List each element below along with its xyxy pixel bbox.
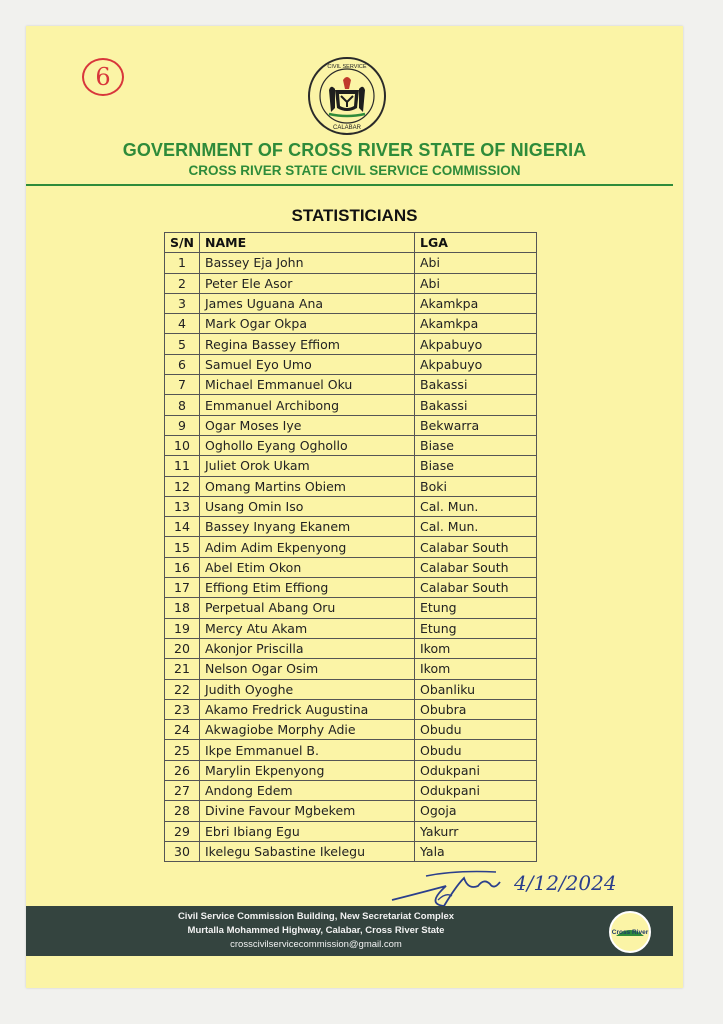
table-row — [165, 659, 537, 679]
cell-sn: 26 — [165, 760, 200, 780]
cell-lga: Akamkpa — [415, 293, 537, 313]
cell-name: Abel Etim Okon — [200, 557, 415, 577]
signature-date: 4/12/2024 — [514, 871, 617, 895]
cell-sn: 27 — [165, 781, 200, 801]
cell-sn: 22 — [165, 679, 200, 699]
footer-address-line-1: Civil Service Commission Building, New Secretariat Complex — [177, 911, 455, 922]
header-divider — [26, 184, 673, 186]
cell-name: Regina Bassey Effiom — [200, 334, 415, 354]
cell-lga: Obubra — [415, 699, 537, 719]
table-row — [165, 456, 537, 476]
cell-name: Judith Oyoghe — [200, 679, 415, 699]
table-row — [165, 537, 537, 557]
table-row — [165, 578, 537, 598]
footer-band — [26, 906, 673, 956]
cell-name: Bassey Inyang Ekanem — [200, 517, 415, 537]
cell-name: Marylin Ekpenyong — [200, 760, 415, 780]
table-row — [165, 557, 537, 577]
cell-sn: 17 — [165, 578, 200, 598]
cell-lga: Biase — [415, 456, 537, 476]
cell-sn: 25 — [165, 740, 200, 760]
table-row — [165, 720, 537, 740]
cell-lga: Etung — [415, 598, 537, 618]
cell-lga: Ikom — [415, 638, 537, 658]
cell-name: Akamo Fredrick Augustina — [200, 699, 415, 719]
table-row — [165, 314, 537, 334]
cell-sn: 20 — [165, 638, 200, 658]
cell-sn: 29 — [165, 821, 200, 841]
cell-name: Adim Adim Ekpenyong — [200, 537, 415, 557]
cross-river-logo — [608, 910, 652, 954]
table-row — [165, 435, 537, 455]
cell-lga: Calabar South — [415, 578, 537, 598]
cell-sn: 10 — [165, 435, 200, 455]
cell-lga: Akpabuyo — [415, 334, 537, 354]
signature-with-date — [386, 856, 646, 912]
cell-sn: 12 — [165, 476, 200, 496]
cell-lga: Obudu — [415, 720, 537, 740]
cell-lga: Abi — [415, 273, 537, 293]
cell-sn: 4 — [165, 314, 200, 334]
cell-sn: 23 — [165, 699, 200, 719]
table-row — [165, 273, 537, 293]
svg-text:CIVIL SERVICE: CIVIL SERVICE — [327, 64, 367, 70]
table-row — [165, 253, 537, 273]
table-body — [165, 253, 537, 862]
statisticians-table — [164, 232, 537, 862]
cell-name: Ebri Ibiang Egu — [200, 821, 415, 841]
cell-sn: 24 — [165, 720, 200, 740]
cell-sn: 15 — [165, 537, 200, 557]
column-header-sn: S/N — [165, 233, 200, 253]
table-row — [165, 618, 537, 638]
cell-name: Ikelegu Sabastine Ikelegu — [200, 841, 415, 861]
cell-sn: 18 — [165, 598, 200, 618]
cell-lga: Bekwarra — [415, 415, 537, 435]
cell-sn: 2 — [165, 273, 200, 293]
table-row — [165, 293, 537, 313]
cell-name: Emmanuel Archibong — [200, 395, 415, 415]
cell-name: Divine Favour Mgbekem — [200, 801, 415, 821]
cell-name: Mark Ogar Okpa — [200, 314, 415, 334]
cell-name: Oghollo Eyang Oghollo — [200, 435, 415, 455]
cell-lga: Obudu — [415, 740, 537, 760]
table-row — [165, 395, 537, 415]
cell-lga: Obanliku — [415, 679, 537, 699]
cell-lga: Akpabuyo — [415, 354, 537, 374]
cell-name: Nelson Ogar Osim — [200, 659, 415, 679]
cell-sn: 30 — [165, 841, 200, 861]
column-header-name: NAME — [200, 233, 415, 253]
cell-name: Akonjor Priscilla — [200, 638, 415, 658]
cell-sn: 19 — [165, 618, 200, 638]
handwritten-page-number: 6 — [82, 58, 124, 96]
table-header-row — [165, 233, 537, 253]
svg-text:CALABAR: CALABAR — [332, 125, 362, 131]
cell-name: Mercy Atu Akam — [200, 618, 415, 638]
cell-name: Ikpe Emmanuel B. — [200, 740, 415, 760]
cell-sn: 14 — [165, 517, 200, 537]
cell-lga: Akamkpa — [415, 314, 537, 334]
table-row — [165, 415, 537, 435]
footer-email: crosscivilservicecommission@gmail.com — [230, 939, 402, 950]
table-row — [165, 354, 537, 374]
cell-lga: Ikom — [415, 659, 537, 679]
cell-sn: 6 — [165, 354, 200, 374]
table-row — [165, 801, 537, 821]
cell-lga: Odukpani — [415, 760, 537, 780]
cell-name: Michael Emmanuel Oku — [200, 375, 415, 395]
cell-lga: Ogoja — [415, 801, 537, 821]
table-row — [165, 679, 537, 699]
cell-lga: Yakurr — [415, 821, 537, 841]
cell-name: Samuel Eyo Umo — [200, 354, 415, 374]
cell-sn: 7 — [165, 375, 200, 395]
cell-lga: Boki — [415, 476, 537, 496]
cell-lga: Calabar South — [415, 537, 537, 557]
cell-lga: Etung — [415, 618, 537, 638]
cell-sn: 5 — [165, 334, 200, 354]
cell-name: Ogar Moses Iye — [200, 415, 415, 435]
footer-address-line-2: Murtalla Mohammed Highway, Calabar, Cross River State — [187, 925, 445, 936]
cell-name: Omang Martins Obiem — [200, 476, 415, 496]
cell-lga: Calabar South — [415, 557, 537, 577]
cell-name: Juliet Orok Ukam — [200, 456, 415, 476]
document-page — [26, 26, 683, 988]
table-row — [165, 821, 537, 841]
cell-name: Effiong Etim Effiong — [200, 578, 415, 598]
cell-name: Bassey Eja John — [200, 253, 415, 273]
table-row — [165, 598, 537, 618]
government-heading: GOVERNMENT OF CROSS RIVER STATE OF NIGERIA — [122, 140, 587, 160]
cell-sn: 9 — [165, 415, 200, 435]
svg-text:Cross River: Cross River — [611, 929, 649, 936]
cell-sn: 13 — [165, 496, 200, 516]
table-row — [165, 760, 537, 780]
table-row — [165, 699, 537, 719]
table-row — [165, 334, 537, 354]
table-row — [165, 375, 537, 395]
table-row — [165, 496, 537, 516]
cell-lga: Bakassi — [415, 375, 537, 395]
cell-lga: Cal. Mun. — [415, 517, 537, 537]
cell-name: Peter Ele Asor — [200, 273, 415, 293]
table-row — [165, 476, 537, 496]
table-row — [165, 740, 537, 760]
cell-name: Andong Edem — [200, 781, 415, 801]
cell-lga: Bakassi — [415, 395, 537, 415]
list-title: STATISTICIANS — [291, 206, 418, 225]
table-row — [165, 638, 537, 658]
cell-sn: 11 — [165, 456, 200, 476]
cell-lga: Cal. Mun. — [415, 496, 537, 516]
cell-name: Usang Omin Iso — [200, 496, 415, 516]
table-row — [165, 517, 537, 537]
cell-sn: 8 — [165, 395, 200, 415]
column-header-lga: LGA — [415, 233, 537, 253]
cell-sn: 28 — [165, 801, 200, 821]
cell-lga: Biase — [415, 435, 537, 455]
cell-lga: Odukpani — [415, 781, 537, 801]
table-row — [165, 781, 537, 801]
cell-lga: Abi — [415, 253, 537, 273]
coat-of-arms-seal — [307, 56, 387, 136]
cell-sn: 3 — [165, 293, 200, 313]
cell-name: Perpetual Abang Oru — [200, 598, 415, 618]
cell-sn: 16 — [165, 557, 200, 577]
commission-heading: CROSS RIVER STATE CIVIL SERVICE COMMISSION — [188, 163, 521, 178]
cell-sn: 21 — [165, 659, 200, 679]
cell-lga: Yala — [415, 841, 537, 861]
cell-sn: 1 — [165, 253, 200, 273]
cell-name: Akwagiobe Morphy Adie — [200, 720, 415, 740]
cell-name: James Uguana Ana — [200, 293, 415, 313]
